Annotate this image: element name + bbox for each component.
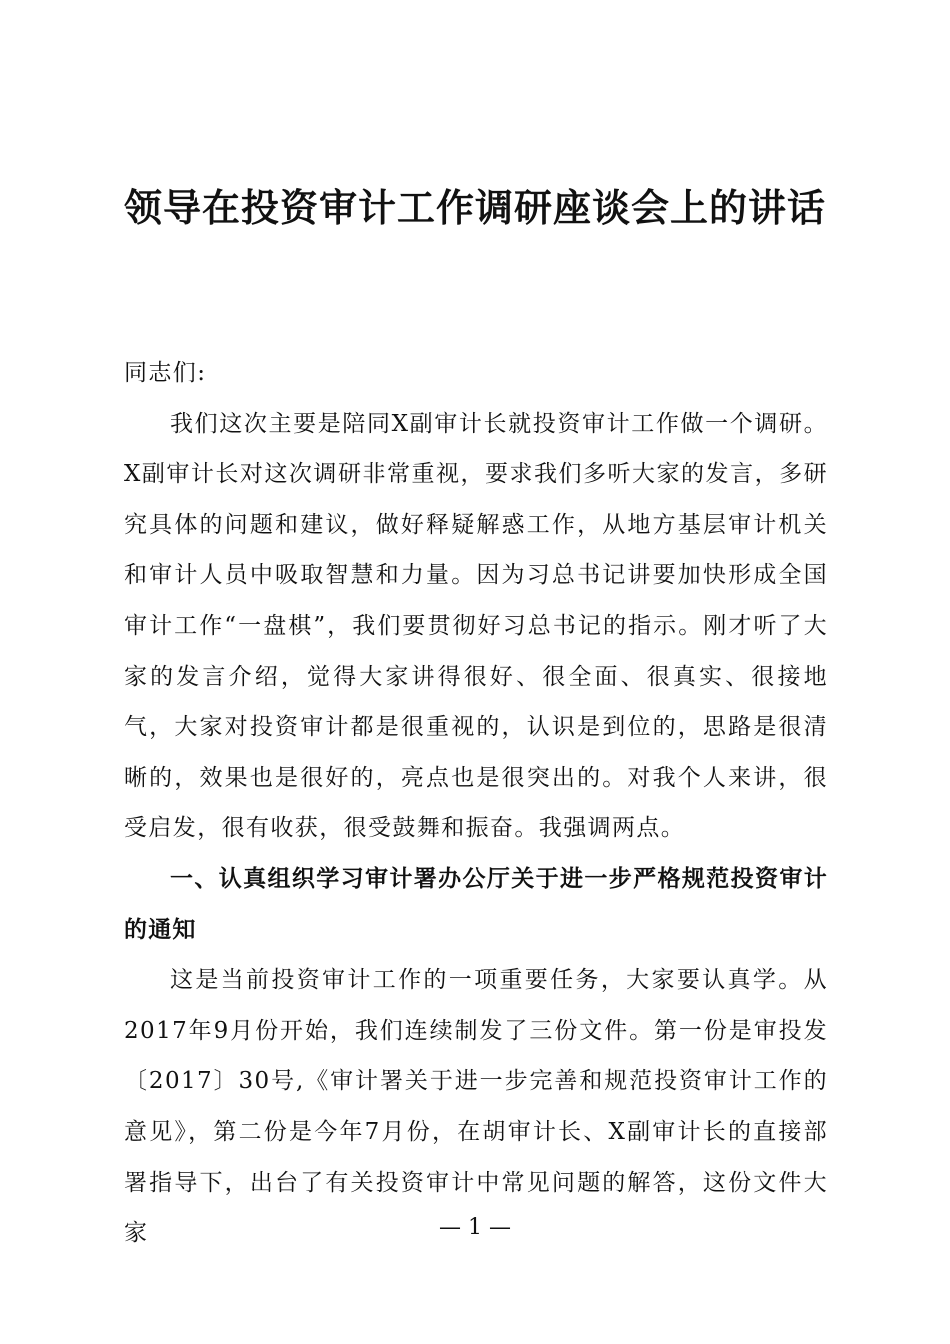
salutation: 同志们: [124,360,207,386]
paragraph-1: 我们这次主要是陪同X副审计长就投资审计工作做一个调研。X副审计长对这次调研非常重视，要求我们多听大家的发言，多研究具体的问题和建议，做好释疑解惑工作，从地方基层审计机关和审计人员中吸取智慧和力量。因为习总书记讲要加快形成全国审计工作“一盘棋”，我们要贯彻好习总书记的指示。刚才听了大家的发言介绍，觉得大家讲得很好、很全面、很真实、很接地气，大家对投资审计都是很重视的，认识是到位的，思路是很清晰的，效果也是很好的，亮点也是很突出的。对我个人来讲，很受启发，很有收获，很受鼓舞和振奋。我强调两点。 [124,410,828,842]
document-body [124,348,828,1259]
document-title: 领导在投资审计工作调研座谈会上的讲话 [123,186,826,230]
paragraph-2: 这是当前投资审计工作的一项重要任务，大家要认真学。从2017年9月份开始，我们连续制发了三份文件。第一份是审投发〔2017〕30号,《审计署关于进一步完善和规范投资审计工作的意见》，第二份是今年7月份，在胡审计长、X副审计长的直接部署指导下，出台了有关投资审计中常见问题的解答，这份文件大家 [124,967,828,1247]
section-heading-1: 一、认真组织学习审计署办公厅关于进一步严格规范投资审计的通知 [124,865,828,943]
page-number: — 1 — [439,1215,511,1240]
